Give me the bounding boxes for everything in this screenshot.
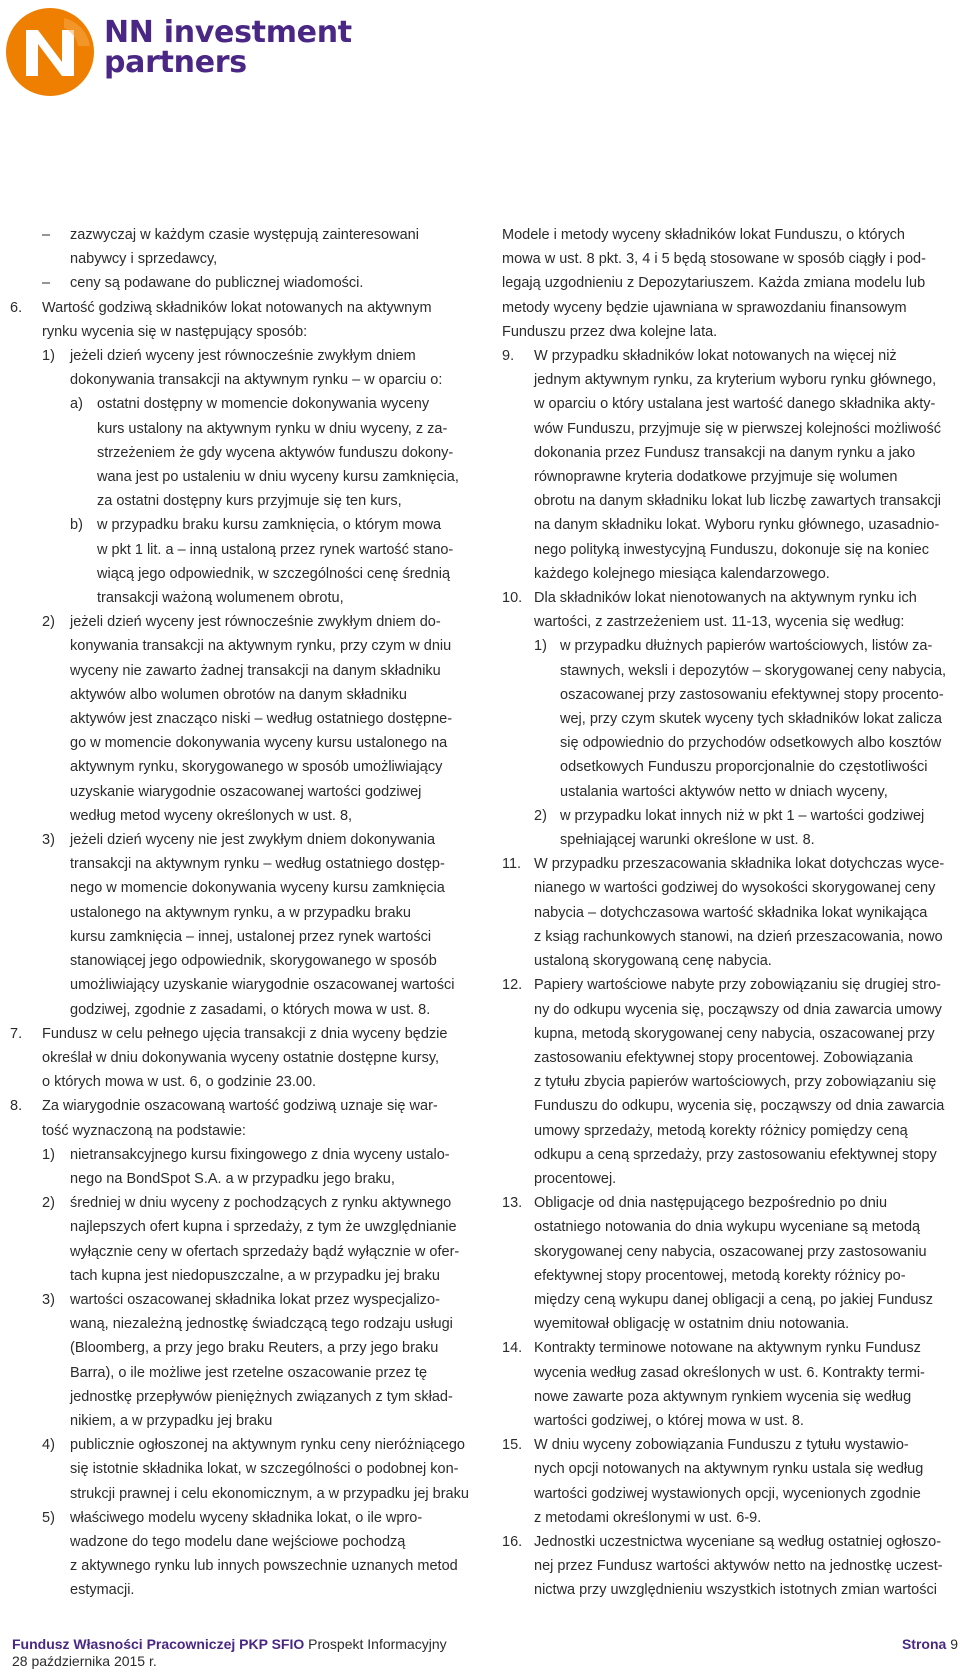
text-line: ustalania wartości aktywów netto w dniach wyceny,	[560, 783, 888, 800]
right-text-row	[502, 1094, 958, 1118]
nn-logo-mark-icon	[4, 6, 96, 98]
right-text-row	[502, 1336, 958, 1360]
text-line: waną, niezależną jednostkę świadczącą tego rodzaju usługi	[70, 1316, 453, 1333]
text-line: aktywnym rynku, skorygowanego w sposób umożliwiający	[70, 759, 443, 776]
left-text-row	[0, 659, 470, 683]
right-text-row	[502, 1022, 958, 1046]
text-line: Barra), o ile możliwe jest rzetelne oszacowanie przez tę	[70, 1364, 428, 1381]
right-text-row	[502, 610, 958, 634]
left-text-row	[0, 852, 470, 876]
text-line: na danym składniku lokat. Wyboru rynku głównego, uzasadnio-	[534, 517, 940, 534]
right-text-row	[502, 1240, 958, 1264]
left-text-row	[0, 1530, 470, 1554]
text-line: legają uzgodnieniu z Depozytariuszem. Każda zmiana modelu lub	[502, 275, 926, 292]
text-line: kurs ustalony na aktywnym rynku w dniu wyceny, z za-	[97, 420, 448, 437]
text-line: średniej w dniu wyceny z pochodzących z rynku aktywnego	[70, 1195, 452, 1212]
text-line: Papiery wartościowe nabyte przy zobowiązaniu się drugiej stro-	[534, 977, 941, 994]
text-line: w pkt 1 lit. a – inną ustaloną przez rynek wartość stano-	[97, 541, 454, 558]
text-line: z tytułu zbycia papierów wartościowych, przy zobowiązaniu się	[534, 1074, 937, 1091]
left-text-row	[0, 538, 470, 562]
text-line: ny do odkupu wycenia się, począwszy od dnia zawarcia umowy	[534, 1001, 942, 1018]
right-text-row	[502, 683, 958, 707]
text-line: ustaloną skorygowaną cenę nabycia.	[534, 953, 772, 970]
right-column	[502, 223, 958, 1603]
text-line: równoprawne kryteria dodatkowe przyjmuje się wolumen	[534, 469, 898, 486]
text-line: jeżeli dzień wyceny nie jest zwykłym dniem dokonywania	[70, 832, 436, 849]
footer-doc-type: Prospekt Informacyjny	[308, 1636, 447, 1652]
text-line: ostatni dostępny w momencie dokonywania wyceny	[97, 396, 430, 413]
item-marker: 1)	[42, 348, 55, 365]
text-line: Obligacje od dnia następującego bezpośrednio po dniu	[534, 1195, 888, 1212]
text-line: metody wyceny będzie ujawniana w sprawozdaniu finansowym	[502, 299, 907, 316]
left-text-row	[0, 1336, 470, 1360]
right-text-row	[502, 1530, 958, 1554]
page-label: Strona	[901, 1636, 947, 1652]
text-line: wyemitował obligację w ostatnim dniu notowania.	[534, 1316, 850, 1333]
text-line: Funduszu do odkupu, wycenia się, począwszy od dnia zawarcia	[534, 1098, 945, 1115]
left-text-row	[0, 271, 470, 295]
footer-date: 28 października 2015 r.	[12, 1653, 157, 1669]
right-text-row	[502, 1191, 958, 1215]
right-text-row	[502, 780, 958, 804]
left-text-row	[0, 1312, 470, 1336]
text-line: według metod wyceny określonych w ust. 8,	[70, 807, 353, 824]
left-text-row	[0, 755, 470, 779]
text-line: strzeżeniem że gdy wycena aktywów funduszu dokony-	[97, 444, 454, 461]
right-text-row	[502, 489, 958, 513]
text-line: Kontrakty terminowe notowane na aktywnym rynku Fundusz	[534, 1340, 921, 1357]
page-number-block	[902, 1636, 958, 1653]
text-line: procentowej.	[534, 1170, 617, 1187]
right-text-row	[502, 271, 958, 295]
left-text-row	[0, 1409, 470, 1433]
right-text-row	[502, 828, 958, 852]
right-text-row	[502, 368, 958, 392]
text-line: Fundusz w celu pełnego ujęcia transakcji z dnia wyceny będzie	[42, 1025, 448, 1042]
text-line: najlepszych ofert kupna i sprzedaży, z tym że uwzględnianie	[70, 1219, 457, 1236]
item-marker: 16.	[502, 1533, 523, 1550]
text-line: estymacji.	[70, 1582, 135, 1599]
left-column	[0, 223, 470, 1603]
text-line: go w momencie dokonywania wyceny kursu ustalonego na	[70, 735, 448, 752]
text-line: transakcji na aktywnym rynku – według ostatniego dostęp-	[70, 856, 445, 873]
left-text-row	[0, 1070, 470, 1094]
text-line: transakcji ważoną wolumenem obrotu,	[97, 590, 344, 607]
text-line: właściwego modelu wyceny składnika lokat, o ile wpro-	[70, 1509, 423, 1526]
nn-logo	[4, 6, 96, 103]
item-marker: 8.	[10, 1098, 23, 1115]
left-text-row	[0, 296, 470, 320]
left-text-row	[0, 489, 470, 513]
text-line: umożliwiający uzyskanie wiarygodnie oszacowanej wartości	[70, 977, 455, 994]
text-line: nikiem, a w przypadku jej braku	[70, 1412, 273, 1429]
item-marker: 4)	[42, 1437, 55, 1454]
brand-wordmark	[104, 15, 352, 80]
left-text-row	[0, 1264, 470, 1288]
page-number: 9	[950, 1636, 958, 1652]
text-line: wyłącznie ceny w ofertach sprzedaży bądź wyłącznie w ofer-	[70, 1243, 460, 1260]
right-text-row	[502, 634, 958, 658]
text-line: nego w momencie dokonywania wyceny kursu zamknięcia	[70, 880, 445, 897]
left-text-row	[0, 1215, 470, 1239]
text-line: tość wyznaczoną na podstawie:	[42, 1122, 246, 1139]
text-line: z ksiąg rachunkowych stanowi, na dzień przeszacowania, nowo	[534, 928, 943, 945]
text-line: z aktywnego rynku lub innych powszechnie uznanych metod	[70, 1558, 458, 1575]
right-text-row	[502, 392, 958, 416]
left-text-row	[0, 1167, 470, 1191]
text-line: się istotnie składnika lokat, w szczególności o podobnej kon-	[70, 1461, 459, 1478]
left-text-row	[0, 731, 470, 755]
text-line: wartości, z zastrzeżeniem ust. 11-13, wycenia się według:	[534, 614, 905, 631]
text-line: godziwej, zgodnie z zasadami, o których mowa w ust. 8.	[70, 1001, 431, 1018]
text-line: ceny są podawane do publicznej wiadomości.	[70, 275, 364, 292]
text-line: aktywów jest znacząco niski – według ostatniego dostępne-	[70, 711, 453, 728]
text-line: Modele i metody wyceny składników lokat Funduszu, o których	[502, 227, 905, 243]
text-line: Dla składników lokat nienotowanych na aktywnym rynku ich	[534, 590, 917, 607]
item-marker: 3)	[42, 1291, 55, 1308]
right-text-row	[502, 320, 958, 344]
text-line: ustalonego na aktywnym rynku, a w przypadku braku	[70, 904, 411, 921]
text-line: każdego kolejnego miesiąca kalendarzowego.	[534, 565, 830, 582]
text-line: zazwyczaj w każdym czasie występują zainteresowani	[70, 227, 419, 243]
item-marker: 2)	[42, 1195, 55, 1212]
right-text-row	[502, 707, 958, 731]
text-line: wartości godziwej wystawionych opcji, wycenionych zgodnie	[534, 1485, 921, 1502]
right-text-row	[502, 1119, 958, 1143]
text-line: konywania transakcji na aktywnym rynku, przy czym w dniu	[70, 638, 452, 655]
text-line: Za wiarygodnie oszacowaną wartość godziwą uznaje się war-	[42, 1098, 438, 1115]
right-text-row	[502, 731, 958, 755]
right-text-row	[502, 1143, 958, 1167]
right-text-row	[502, 417, 958, 441]
text-line: wana jest po ustaleniu w dniu wyceny kursu zamknięcia,	[97, 469, 459, 486]
right-text-row	[502, 1215, 958, 1239]
text-line: skorygowanej ceny nabycia, oszacowanej przy zastosowaniu	[534, 1243, 927, 1260]
right-text-row	[502, 1409, 958, 1433]
left-text-row	[0, 707, 470, 731]
item-marker: 5)	[42, 1509, 55, 1526]
left-text-row	[0, 1457, 470, 1481]
left-text-row	[0, 441, 470, 465]
text-line: Funduszu przez dwa kolejne lata.	[502, 323, 718, 340]
text-line: w przypadku dłużnych papierów wartościowych, listów za-	[560, 638, 933, 655]
item-marker: 2)	[534, 807, 547, 824]
left-text-row	[0, 1046, 470, 1070]
left-text-row	[0, 949, 470, 973]
text-line: nego polityką inwestycyjną Funduszu, dokonuje się na koniec	[534, 541, 929, 558]
text-line: wiącą jego odpowiednik, w szczególności cenę średnią	[97, 565, 451, 582]
right-text-row	[502, 247, 958, 271]
right-text-row	[502, 1167, 958, 1191]
text-line: Wartość godziwą składników lokat notowanych na aktywnym	[42, 299, 432, 316]
text-line: wadzone do tego modelu dane wejściowe pochodzą	[70, 1533, 406, 1550]
item-marker: –	[42, 275, 51, 292]
right-text-row	[502, 901, 958, 925]
text-line: w przypadku lokat innych niż w pkt 1 – wartości godziwej	[560, 807, 925, 824]
left-text-row	[0, 562, 470, 586]
right-text-row	[502, 223, 958, 247]
text-line: jeżeli dzień wyceny jest równocześnie zwykłym dniem	[70, 348, 416, 365]
right-text-row	[502, 441, 958, 465]
left-text-row	[0, 683, 470, 707]
right-text-row	[502, 925, 958, 949]
text-line: między ceną wykupu danej obligacji a ceną, po jakiej Fundusz	[534, 1291, 933, 1308]
item-marker: 15.	[502, 1437, 523, 1454]
text-line: stawnych, weksli i depozytów – skorygowanej ceny nabycia,	[560, 662, 947, 679]
item-marker: 10.	[502, 590, 523, 607]
item-marker: a)	[70, 396, 83, 413]
right-text-row	[502, 562, 958, 586]
text-line: jeżeli dzień wyceny jest równocześnie zwykłym dniem do-	[70, 614, 441, 631]
left-text-row	[0, 1385, 470, 1409]
right-text-row	[502, 1264, 958, 1288]
footer-fund-name: Fundusz Własności Pracowniczej PKP SFIO	[12, 1636, 305, 1652]
text-line: jednym aktywnym rynku, za kryterium wyboru rynku głównego,	[534, 372, 937, 389]
left-text-row	[0, 465, 470, 489]
text-line: oszacowanej przy zastosowaniu efektywnej stopy procento-	[560, 686, 944, 703]
brand-line-1: NN investment	[104, 15, 352, 50]
left-text-row	[0, 1433, 470, 1457]
text-line: (Bloomberg, a przy jego braku Reuters, a przy jego braku	[70, 1340, 439, 1357]
text-line: publicznie ogłoszonej na aktywnym rynku ceny nieróżniącego	[70, 1437, 465, 1454]
right-text-row	[502, 1578, 958, 1602]
text-line: określał w dniu dokonywania wyceny ostatnie dostępne kursy,	[42, 1049, 440, 1066]
text-line: wów Funduszu, przyjmuje się w pierwszej kolejności możliwość	[534, 420, 941, 437]
text-line: odsetkowych Funduszu proporcjonalnie do częstotliwości	[560, 759, 928, 776]
text-line: umowy sprzedaży, metodą korekty różnicy pomiędzy ceną	[534, 1122, 908, 1139]
text-line: aktywów albo wolumen obrotów na danym składniku	[70, 686, 407, 703]
item-marker: 13.	[502, 1195, 523, 1212]
text-line: nianego w wartości godziwej do wysokości skorygowanej ceny	[534, 880, 936, 897]
left-text-row	[0, 1482, 470, 1506]
left-text-row	[0, 1554, 470, 1578]
item-marker: 6.	[10, 299, 23, 316]
text-line: wycenia według zasad określonych w ust. 6. Kontrakty termi-	[534, 1364, 925, 1381]
left-text-row	[0, 901, 470, 925]
item-marker: 1)	[42, 1146, 55, 1163]
right-text-row	[502, 1070, 958, 1094]
text-line: w oparciu o który ustalana jest wartość danego składnika akty-	[534, 396, 936, 413]
left-text-row	[0, 780, 470, 804]
right-text-row	[502, 755, 958, 779]
right-text-row	[502, 586, 958, 610]
left-text-row	[0, 1191, 470, 1215]
right-text-row	[502, 1312, 958, 1336]
right-text-row	[502, 1506, 958, 1530]
text-line: Jednostki uczestnictwa wyceniane są według ostatniej ogłoszo-	[534, 1533, 942, 1550]
right-text-row	[502, 344, 958, 368]
left-text-row	[0, 925, 470, 949]
left-text-row	[0, 1506, 470, 1530]
text-line: dokonania przez Fundusz transakcji na danym rynku a jako	[534, 444, 916, 461]
text-line: nietransakcyjnego kursu fixingowego z dnia wyceny ustalo-	[70, 1146, 450, 1163]
text-line: wartości oszacowanej składnika lokat przez wyspecjalizo-	[70, 1291, 440, 1308]
left-text-row	[0, 1578, 470, 1602]
text-line: W dniu wyceny zobowiązania Funduszu z tytułu wystawio-	[534, 1437, 909, 1454]
text-line: zastosowaniu efektywnej stopy procentowej. Zobowiązania	[534, 1049, 913, 1066]
left-text-row	[0, 876, 470, 900]
left-text-row	[0, 223, 470, 247]
right-text-row	[502, 1288, 958, 1312]
text-line: o których mowa w ust. 6, o godzinie 23.00.	[42, 1074, 317, 1091]
left-text-row	[0, 513, 470, 537]
left-text-row	[0, 417, 470, 441]
right-text-row	[502, 659, 958, 683]
left-text-row	[0, 998, 470, 1022]
right-text-row	[502, 1385, 958, 1409]
left-text-row	[0, 634, 470, 658]
text-line: W przypadku składników lokat notowanych na więcej niż	[534, 348, 897, 365]
text-line: jednostkę przepływów pieniężnych związanych z tym skład-	[70, 1388, 453, 1405]
page-footer	[12, 1636, 958, 1670]
right-text-row	[502, 1046, 958, 1070]
text-line: stanowiącej jego odpowiednik, skorygowanego w sposób	[70, 953, 437, 970]
text-line: ostatniego notowania do dnia wykupu wyceniane są metodą	[534, 1219, 921, 1236]
right-text-row	[502, 1457, 958, 1481]
item-marker: 1)	[534, 638, 547, 655]
item-marker: 3)	[42, 832, 55, 849]
text-line: strukcji prawnej i celu ekonomicznym, a w przypadku jej braku	[70, 1485, 469, 1502]
brand-line-2: partners	[104, 45, 247, 80]
text-line: kursu zamknięcia – innej, ustalonej przez rynek wartości	[70, 928, 432, 945]
item-marker: 11.	[502, 856, 522, 873]
right-text-row	[502, 1554, 958, 1578]
right-text-row	[502, 465, 958, 489]
left-text-row	[0, 1361, 470, 1385]
text-line: za ostatni dostępny kurs przyjmuje się ten kurs,	[97, 493, 402, 510]
left-text-row	[0, 392, 470, 416]
left-text-row	[0, 1240, 470, 1264]
text-line: nej przez Fundusz wartości aktywów netto na jednostkę uczest-	[534, 1558, 943, 1575]
text-line: obrotu na danym składniku lokat lub liczbę zawartych transakcji	[534, 493, 942, 510]
left-text-row	[0, 1288, 470, 1312]
left-text-row	[0, 828, 470, 852]
text-line: tach kupna jest niedopuszczalne, a w przypadku jej braku	[70, 1267, 440, 1284]
text-line: z metodami określonymi w ust. 6-9.	[534, 1509, 762, 1526]
item-marker: 9.	[502, 348, 515, 365]
text-line: wartości godziwej, o której mowa w ust. 8.	[534, 1412, 804, 1429]
text-line: W przypadku przeszacowania składnika lokat dotychczas wyce-	[534, 856, 945, 873]
right-text-row	[502, 1361, 958, 1385]
right-text-row	[502, 852, 958, 876]
text-line: mowa w ust. 8 pkt. 3, 4 i 5 będą stosowane w sposób ciągły i pod-	[502, 251, 926, 268]
footer-title-line	[12, 1636, 958, 1653]
left-text-row	[0, 344, 470, 368]
text-line: kupna, metodą skorygowanej ceny nabycia, oszacowanej przy	[534, 1025, 935, 1042]
left-text-row	[0, 1022, 470, 1046]
right-text-row	[502, 513, 958, 537]
text-line: w przypadku braku kursu zamknięcia, o którym mowa	[97, 517, 442, 534]
left-text-row	[0, 1143, 470, 1167]
text-line: uzyskanie wiarygodnie oszacowanej wartości godziwej	[70, 783, 422, 800]
right-text-row	[502, 998, 958, 1022]
text-line: się odpowiednio do przychodów odsetkowych albo kosztów	[560, 735, 942, 752]
right-text-row	[502, 1433, 958, 1457]
item-marker: 12.	[502, 977, 523, 994]
item-marker: 7.	[10, 1025, 23, 1042]
right-text-row	[502, 973, 958, 997]
text-line: nabywcy i sprzedawcy,	[70, 251, 218, 268]
item-marker: –	[42, 227, 51, 243]
left-text-row	[0, 804, 470, 828]
item-marker: b)	[70, 517, 83, 534]
text-line: rynku wycenia się w następujący sposób:	[42, 323, 308, 340]
item-marker: 2)	[42, 614, 55, 631]
left-text-row	[0, 320, 470, 344]
left-text-row	[0, 586, 470, 610]
right-text-row	[502, 538, 958, 562]
text-line: nictwa przy uwzględnieniu wszystkich istotnych zmian wartości	[534, 1582, 937, 1599]
right-text-row	[502, 876, 958, 900]
text-line: nowe zawarte poza aktywnym rynkiem wycenia się według	[534, 1388, 912, 1405]
right-text-row	[502, 804, 958, 828]
text-line: wyceny nie zawarto żadnej transakcji na danym składniku	[70, 662, 441, 679]
text-line: dokonywania transakcji na aktywnym rynku – w oparciu o:	[70, 372, 443, 389]
right-text-row	[502, 296, 958, 320]
left-text-row	[0, 1094, 470, 1118]
item-marker: 14.	[502, 1340, 523, 1357]
text-line: nych opcji notowanych na aktywnym rynku ustala się według	[534, 1461, 924, 1478]
left-text-row	[0, 973, 470, 997]
text-line: odkupu a ceną sprzedaży, przy zastosowaniu efektywnej stopy	[534, 1146, 937, 1163]
left-text-row	[0, 368, 470, 392]
text-line: efektywnej stopy procentowej, metodą korekty różnicy po-	[534, 1267, 906, 1284]
left-text-row	[0, 610, 470, 634]
text-line: nabycia – dotychczasowa wartość składnika lokat wynikająca	[534, 904, 928, 921]
right-text-row	[502, 1482, 958, 1506]
text-line: spełniającej warunki określone w ust. 8.	[560, 832, 815, 849]
text-line: nego na BondSpot S.A. a w przypadku jego braku,	[70, 1170, 395, 1187]
text-line: wej, przy czym skutek wyceny tych składników lokat zalicza	[560, 711, 942, 728]
right-text-row	[502, 949, 958, 973]
left-text-row	[0, 247, 470, 271]
left-text-row	[0, 1119, 470, 1143]
